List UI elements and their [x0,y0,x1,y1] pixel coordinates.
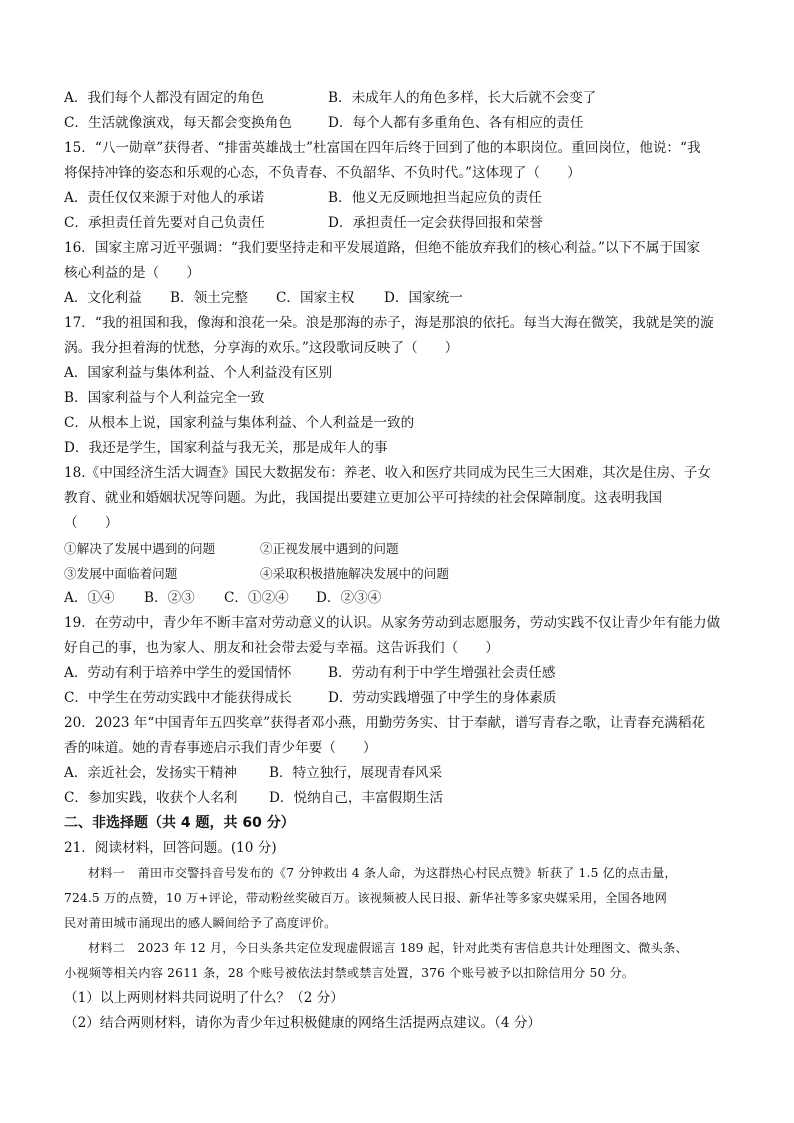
q18-stem-line2: 教育、就业和婚姻状况等问题。为此，我国提出要建立更加公平可持续的社会保障制度。这表明我国 [64,490,663,506]
q19-stem-line1: 19．在劳动中，青少年不断丰富对劳动意义的认识。从家务劳动到志愿服务，劳动实践不仅让青少年有能力做 [64,615,721,631]
q17-option-a: A．国家利益与集体利益、个人利益没有区别 [64,365,333,381]
q15-stem-line1: 15．“八一勋章”获得者、“排雷英雄战士”杜富国在四年后终于回到了他的本职岗位。重回岗位，他说：“我 [64,140,701,156]
q17-option-c: C．从根本上说，国家利益与集体利益、个人利益是一致的 [64,415,415,431]
q14-options-row1 [64,86,744,111]
q14-options-row2 [64,111,744,136]
q18-stem-line3: （ ） [64,515,119,531]
q14-option-b: B．未成年人的角色多样，长大后就不会变了 [328,90,597,106]
q20-option-c: C．参加实践，收获个人名利 [64,790,238,806]
section-heading: 二、非选择题（共 4 题，共 60 分） [64,815,295,831]
q18-option-d: D．②③④ [316,590,382,606]
q16-option-d: D．国家统一 [384,290,463,306]
q20-stem-line1: 20．2023 年“中国青年五四奖章”获得者邓小燕，用勤劳务实、甘于奉献，谱写青春之歌，让青春充满稻花 [64,715,706,731]
q18-statement-4: ④采取积极措施解决发展中的问题 [260,566,449,581]
q15-option-c: C．承担责任首先要对自己负责任 [64,215,265,231]
q15-stem-line2: 将保持冲锋的姿态和乐观的心态，不负青春、不负韶华、不负时代。”这体现了（ ） [64,165,581,181]
q20-option-d: D．悦纳自己，丰富假期生活 [269,790,444,806]
q18-statement-2: ②正视发展中遇到的问题 [260,541,399,556]
q21-material2-line1: 材料二 2023 年 12 月，今日头条共定位发现虚假谣言 189 起，针对此类有害信息共计处理图文、微头条、 [88,941,688,955]
q21-material1-line2: 724.5 万的点赞，10 万+评论，带动粉丝奖破百万。该视频被人民日报、新华社等多家央媒采用，全国各地网 [64,891,668,905]
q16-option-a: A．文化利益 [64,290,142,306]
q16-stem-line1: 16．国家主席习近平强调：“我们要坚持走和平发展道路，但绝不能放弃我们的核心利益。”以下不属于国家 [64,240,701,256]
q18-option-a: A．①④ [64,590,115,606]
q19-options-row2 [64,686,744,711]
q21-material1-line1: 材料一 莆田市交警抖音号发布的《7 分钟救出 4 条人命，为这群热心村民点赞》斩获了 1.5 亿的点击量， [88,866,677,880]
q14-option-a: A．我们每个人都没有固定的角色 [64,90,265,106]
q19-stem-line2: 好自己的事，也为家人、朋友和社会带去爱与幸福。这告诉我们（ ） [64,640,499,656]
q17-stem-line2: 涡。我分担着海的忧愁，分享海的欢乐。”这段歌词反映了（ ） [64,340,459,356]
q16-option-b: B．领土完整 [170,290,248,306]
q19-options-row1 [64,661,744,686]
q16-option-c: C．国家主权 [276,290,355,306]
q18-statements-row1 [64,536,744,561]
exam-page [64,86,744,1036]
q19-option-b: B．劳动有利于中学生增强社会责任感 [328,665,556,681]
q14-option-c: C．生活就像演戏，每天都会变换角色 [64,115,292,131]
q15-options-row2 [64,211,744,236]
q21-material2-line2: 小视频等相关内容 2611 条，28 个账号被依法封禁或禁言处置，376 个账号被予以扣除信用分 50 分。 [64,966,635,980]
q15-options-row1 [64,186,744,211]
q18-option-b: B．②③ [144,590,195,606]
q16-stem-line2: 核心利益的是（ ） [64,265,200,281]
q17-stem-line1: 17．“我的祖国和我，像海和浪花一朵。浪是那海的赤子，海是那浪的依托。每当大海在微笑，我就是笑的漩 [64,315,714,331]
q21-subquestion-2: （2）结合两则材料，请你为青少年过积极健康的网络生活提两点建议。（4 分） [64,1015,542,1031]
q19-option-a: A．劳动有利于培养中学生的爱国情怀 [64,665,292,681]
q16-options [64,286,744,311]
q15-option-a: A．责任仅仅来源于对他人的承诺 [64,190,265,206]
q18-stem-line1: 18.《中国经济生活大调查》国民大数据发布：养老、收入和医疗共同成为民生三大困难，其次是住房、子女 [64,465,711,481]
q20-options-row2 [64,786,744,811]
q17-option-b: B．国家利益与个人利益完全一致 [64,390,265,406]
q17-option-d: D．我还是学生，国家利益与我无关，那是成年人的事 [64,440,388,456]
q20-option-b: B．特立独行，展现青春风采 [269,765,443,781]
q21-subquestion-1: （1）以上两则材料共同说明了什么？（2 分） [64,990,344,1006]
q20-option-a: A．亲近社会，发扬实干精神 [64,765,237,781]
q20-options-row1 [64,761,744,786]
q15-option-b: B．他义无反顾地担当起应负的责任 [328,190,542,206]
q18-options [64,586,744,611]
q20-stem-line2: 香的味道。她的青春事迹启示我们青少年要（ ） [64,740,377,756]
q18-statement-3: ③发展中面临着问题 [64,566,178,581]
q21-stem: 21．阅读材料，回答问题。(10 分) [64,840,277,856]
q19-option-c: C．中学生在劳动实践中才能获得成长 [64,690,292,706]
q18-statement-1: ①解决了发展中遇到的问题 [64,541,216,556]
q19-option-d: D．劳动实践增强了中学生的身体素质 [328,690,557,706]
q14-option-d: D．每个人都有多重角色、各有相应的责任 [328,115,584,131]
q15-option-d: D．承担责任一定会获得回报和荣誉 [328,215,543,231]
q21-material1-line3: 民对莆田城市涌现出的感人瞬间给予了高度评价。 [64,916,337,930]
q18-option-c: C．①②④ [224,590,289,606]
q18-statements-row2 [64,561,744,586]
